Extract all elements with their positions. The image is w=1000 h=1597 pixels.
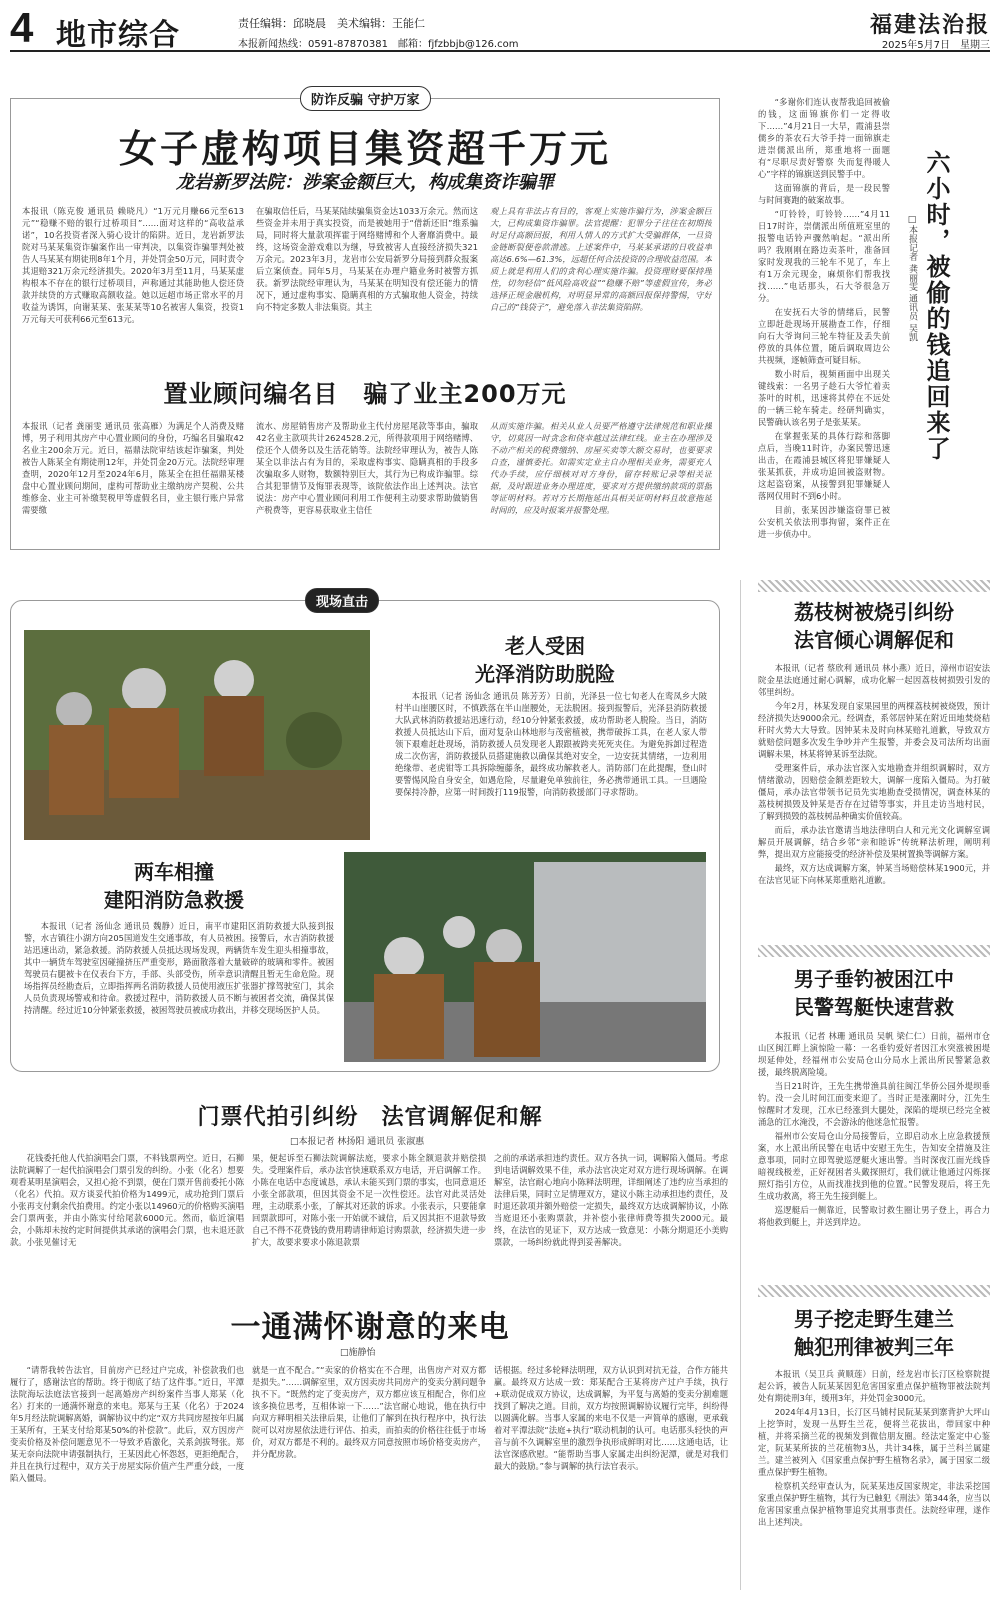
- story-a-text: 本报讯（记者 汤仙念 通讯员 陈芳芳）日前，光泽县一位七旬老人在鸾凤乡大陂村半山崖腰区时，不慎跌落在半山崖腰处，无法脱困。接到报警后，光泽县消防救援大队武林消防救援站迅速行动，经10分钟紧张救援，成功帮助老人脱险。当日，消防救援人员抵达山下后，面对复杂山林地形与茂密植被，携带破拆工具，在老人家人带领下艰难赶赴现场，消防救援人员发现老人跟跟被跨夹死死夹住。为避免拆卸过程造成二次伤害，消防救援队员搭建施救以确保其绝对安全，一边安抚其情绪，一边利用绝缘带、老虎钳等工具拆除缠藤条，最终成功解救老人。消防部门在此提醒，登山时要警惕风险自身安全，如遇危险，尽量避免单独前往，务必携带通讯工具。一旦遇险要保持冷静，应第一时间拨打119报警，向消防救援部门寻求帮助。: [395, 691, 707, 797]
- litchi-title: 荔枝树被烧引纠纷 法官倾心调解促和: [794, 600, 954, 652]
- truck-rescue-photo: [344, 852, 706, 1062]
- tickets-title: 门票代拍引纠纷 法官调解促和解: [197, 1105, 543, 1130]
- column-rule: [740, 580, 741, 1590]
- story1-col-3: 观上具有非法占有目的，客观上实施诈骗行为，涉案金额巨大，已构成集资诈骗罪。法官提醒：犯罪分子往往在初期按时足付高额回报，利用人情人的方式扩大受骗群体，一旦资金链断裂便卷款潜逃。上述案件中，马某某承诺的日收益率高达6.6%—61.3%，远超任何合法投资的合理收益范围。本质上就是利用人们的贪利心理实施诈骗。投资理财要保持理性，切勿轻信“低风险高收益”“稳赚不赔”等虚假宣传，务必选择正规金融机构，对明显异常的高额回报保持警惕，守好自己的“钱袋子”，避免落入非法集资陷阱。: [490, 206, 712, 312]
- section-title: 地市综合: [56, 18, 180, 53]
- story1-subtitle: 龙岩新罗法院：涉案金额巨大，构成集资诈骗罪: [176, 172, 554, 193]
- contact-line: 本报新闻热线：0591-87870381 邮箱：fjfzbbjb@126.com: [238, 39, 519, 50]
- orchid-paragraph: 2024年4月13日，长汀区马铺村民阮某某到寨背护大坪山上挖笋时，发现一丛野生兰花，便将兰花拔出，带回家中种植，并将采摘兰花的视频发到微信朋友圈。经法定鉴定中心鉴定，阮某某所拔的兰花植物3丛，共计34株，属于兰科兰属建兰。建兰被列入《国家重点保护野生植物名录》，属于国家二级重点保护野生植物。: [758, 1407, 990, 1477]
- story1-title: 女子虚构项目集资超千万元: [118, 127, 611, 171]
- scene-badge: 现场直击: [305, 588, 379, 613]
- thanks-col-2: 就是一直不配合。”“卖家的价格实在不合理，出售房产对双方都是损失。”……调解室里，双方因卖房共同房产的变卖分割问题争执不下。“既然约定了变卖房产，双方都应该互相配合，你们应该多换位思考，互相体谅一下……”法官耐心地说，他在执行中向双方释明相关法律后果，让他们了解到在执行程序中，执行法院可以对房屋依法进行评估、拍卖，而拍卖的价格往往低于市场价，对双方都是不利的。最终双方同意按照市场价格变卖房产，并分配房款。: [252, 1365, 486, 1459]
- fisherman-body: [758, 1030, 990, 1270]
- litchi-paragraph: 今年2月，林某发现自家果园里的两棵荔枝树被烧毁，预计经济损失达9000余元。经调查，系邻居钟某在附近田地焚烧秸秆时火势大大导致。因钟某未及时向林某赔礼道歉，导致双方就赔偿问题多次发生争吵并产生报警，并委会及司法所均出面调解未果，林某将钟某诉至法院。: [758, 701, 990, 759]
- anti-fraud-badge: 防诈反骗 守护万家: [300, 86, 431, 111]
- sidebar-paragraph: “多谢你们连认夜帮我追回被偷的钱，这面锦旗你们一定得收下……”4月21日一大早，霞浦县崇儒乡的茶农石大爷手持一面锦旗走进崇儒派出所，郑重地将一面题有“尽职尽责好警察 失而复得暖人心”字样的锦旗送到民警手中。: [758, 97, 890, 179]
- tickets-byline: □本报记者 林扬阳 通讯员 张淑惠: [290, 1137, 425, 1147]
- divider-hatch: [758, 580, 990, 592]
- issue-date: 2025年5月7日 星期三: [881, 40, 990, 51]
- thanks-byline: □施静怡: [340, 1348, 376, 1358]
- orchid-paragraph: 检察机关经审查认为，阮某某违反国家规定，非法采挖国家重点保护野生植物，其行为已触犯《刑法》第344条，应当以危害国家重点保护植物罪追究其刑事责任。法院经审理，遂作出上述判决。: [758, 1481, 990, 1527]
- sidebar-story-body: [758, 96, 890, 556]
- newspaper-logo: 福建法治报: [869, 12, 990, 38]
- orchid-body: [758, 1368, 990, 1590]
- story-b-title: 两车相撞 建阳消防急救援: [104, 860, 244, 912]
- story2-col-1: 本报讯（记者 龚丽雯 通讯员 张高雁）为满足个人消费及赌博，男子利用其房产中心置业顾问的身份，巧编名目骗取42名业主200余万元。近日，福鼎法院审结该起诈骗案，判处被告人陈某全有期徒刑12年，并处罚金20万元。法院经审理查明，2020年12月至2024年6月，陈某全在担任福鼎某楼盘中心置业顾问期间，虚构可帮助业主缴纳房产契税、公共维修金、业主可补缴契税甲等虚假名目，业主银行账户异常需要缴: [22, 421, 244, 515]
- story1-col-2: 在骗取信任后，马某某陆续骗集资金达1033万余元。然而这些资金并未用于真实投资，而是被她用于“借新还旧”维系骗局，同时将大量款项挥霍于网络赌博和个人奢靡消费中。最终，这场资金游戏难以为继，导致被害人直接经济损失321万余元。2023年3月，龙岩市公安局新罗分局接到群众报案后立案侦查。同年5月，马某某在办理户籍业务时被警方抓获。新罗法院经审理认为，马某某在明知没有偿还能力的情况下，通过虚构事实、隐瞒真相的方式骗取他人资金，持续向不特定多数人非法集资。其主: [256, 206, 478, 312]
- page-number: 4: [10, 4, 34, 51]
- sidebar-paragraph: 数小时后，视频画面中出现关键线索：一名男子趁石大爷忙着卖茶叶的时机，迅速将其停在不远处的一辆三轮车骑走。经研判确实，民警确认该名男子是张某某。: [758, 369, 890, 427]
- fisherman-paragraph: 巡逻艇后一侧靠近，民警取讨救生圈让男子登上，再合力将他救到艇上，并送到岸边。: [758, 1205, 990, 1227]
- page-header: [10, 6, 990, 52]
- litchi-paragraph: 而后，承办法官邀请当地法律明白人和元光文化调解室调解员开展调解，结合乡邻“亲和睦诉”传统释法析理，阐明利弊，提出双方应能接受的经济补偿及果树置换等调解方案。: [758, 825, 990, 859]
- sidebar-paragraph: “叮铃铃，叮铃铃……”4月11日17时许，崇儒派出所值班室里的报警电话铃声骤然响起。“派出所吗？我刚刚在路边卖茶叶，准备回家时发现我的三轮车不见了，车上有1万余元现金，麻烦你们帮我找找……”电话那头，石大爷很急万分。: [758, 209, 890, 303]
- fisherman-paragraph: 当日21时许，王先生携带渔具前往闽江华侨公园外堤坝垂钓。没一会儿时间江面变来迎了。当时正是涨潮时分，江先生惊醒时才发现，江水已经涨到大腿处，深陷的堤坝已经完全被涌急的江水淹没，不会游泳的他迷急忙报警。: [758, 1081, 990, 1127]
- thanks-col-3: 话根据。经过多轮释法明理，双方认识到对抗无益，合作方能共赢。最终双方达成一致：郑某配合王某将房产过户手续，执行+联动促成双方协议，达成调解，为平复与离婚的变卖分割难题找到了解决之道。目前，双方均按照调解协议履行完毕，纠纷得以圆满化解。当事人家属的来电不仅是一声简单的感谢，更承载着对平潭法院“法庭+执行”联动机制的认可。电话那头轻快的声音与前不久调解室里的激烈争执形成鲜明对比……这通电话，让法官深感欣慰。“能帮助当事人家属走出纠纷泥潭，就是对我们最大的鼓励。”参与调解的执行法官表示。: [494, 1365, 728, 1471]
- tickets-col-1: 花钱委托他人代拍演唱会门票，不料钱票两空。近日，石狮法院调解了一起代拍演唱会门票引发的纠纷。小张（化名）想要观看某明星演唱会，又担心抢不到票，便在门票开售前委托小陈（化名）代拍。双方谈妥代拍价格为1499元，成功抢到门票后小张再支付剩余代拍费用。约定小张以14960元的价格购买演唱会门票两张，并由小陈实付给尾款6000元。然而，临近演唱会，小陈却未按约定时间提供其承诺的演唱会门票，也未退还款款。小张见催讨无: [10, 1153, 244, 1247]
- editors-line: 责任编辑：邱晓晨 美术编辑：王能仁: [238, 17, 425, 30]
- thanks-title: 一通满怀谢意的来电: [230, 1310, 510, 1345]
- tickets-col-2: 果，便起诉至石狮法院调解法庭，要求小陈全额退款并赔偿损失。受理案件后，承办法官快速联系双方电话，开启调解工作。小陈在电话中态度诚恳，承认未能买到门票的事实，也同意退还小张全部款项，但因其资金不足一次性偿还。法官对此灵活处理，主动联系小张，了解其对还款的诉求。小张表示，只要能拿回票款即可，对陈小张一开始就不诚信，后又因其拒不退款导致自己不得不花费钱的费用聘请律师追讨购票款，经济损失进一步扩大，故要求要求小陈退款票: [252, 1153, 486, 1247]
- story2-col-3: 从而实施诈骗。相关从业人员要严格遵守法律规范和职业操守，切莫因一时贪念和侥幸越过法律红线。业主在办理涉及不动产相关的税费缴纳、房屋买卖等大额交易时，也要要求自查，谨慎委托。如需实定业主自办理相关业务，需要充人代办手续，应仔细核对对方身份，留存转账记录等相关证据，及时跟进业务办理进度，要求对方提供缴纳款项的票据等证明材料。若对方长期拖延出具相关证明材料且故意拖延时间的，应及时报案并报警处理。: [490, 421, 712, 515]
- sidebar-paragraph: 在掌握张某的具体行踪和落脚点后，当晚11时许，办案民警迅速出击，在霞浦县城区将犯罪嫌疑人张某抓获，并成功追回被盗财物。这起盗窃案，从接警到犯罪嫌疑人落网仅用时不到6小时。: [758, 431, 890, 501]
- sidebar-story-byline: □本报记者 龚丽雯 通讯员 吴凯: [907, 215, 917, 342]
- story-b-text: 本报讯（记者 汤仙念 通讯员 魏静）近日，南平市建阳区消防救援大队接到报警，水吉镇往小湖方向205国道发生交通事故，有人员被困。接警后，水吉消防救援站迅速出动，紧急救援。消防救援人员抵达现场发现，两辆货车发生迎头相撞事故，其中一辆货车驾驶室因碰撞挤压严重变形，路面散落着大量破碎的玻璃和零件。被困驾驶员右腿被卡在仪表台下方，手部、头部受伤，所幸意识清醒且暂无生命危险。现场指挥员经勘查后，立即指挥两名消防救援人员使用液压扩张器扩撑驾驶室门，其余人员负责现场警戒和待命。救援过程中，消防救援人员不断与被困者交流，确保其保持清醒。经过近10分钟紧张救援，被困驾驶员被成功救出，并移交现场医护人员。: [24, 921, 334, 1015]
- story-a-title: 老人受困 光泽消防助脱险: [475, 634, 615, 686]
- tickets-col-3: 之前的承诺承担违约责任。双方各执一词，调解陷入僵局。考虑到电话调解效果不佳，承办法官决定对双方进行现场调解。在调解室，法官耐心地向小陈释法明理，详细阐述了违约应当承担的法律后果，同时立足情理双方，建议小陈主动承担违约责任，及时退还款项并额外赔偿一定损失，最终双方达成调解协议，小陈当庭退还小张购票款，并补偿小张律师费等损失2000元。最终，在法官的见证下，双方达成一致意见：小陈分期退还小美购票款，一场纠纷就此得到妥善解决。: [494, 1153, 728, 1247]
- fisherman-paragraph: 福州市公安局仓山分局接警后，立即启动水上应急救援预案，水上派出所民警在电话中安慰王先生，告知安全措施及注意事项，同时立即驾驶巡逻艇火速出警。当时深夜江面光线昏暗视线极差，正好视困者头戴探照灯，我们就让他通过闪烁探照灯指引方位，从而找准找到他的位置。”民警发现后，将王先生成功救离，将王先生接到艇上。: [758, 1131, 990, 1201]
- litchi-paragraph: 最终，双方达成调解方案，钟某当场赔偿林某1900元，并在法官见证下向林某郑重赔礼道歉。: [758, 863, 990, 885]
- divider-hatch: [758, 1285, 990, 1297]
- story2-title: 置业顾问编名目 骗了业主200万元: [163, 380, 567, 408]
- orchid-paragraph: 本报讯（吴卫兵 黄顺莲）日前，经龙岩市长汀区检察院提起公诉，被告人阮某某因犯危害国家重点保护植物罪被法院判处有期徒刑3年，缓刑3年，并处罚金3000元。: [758, 1369, 990, 1403]
- fisherman-paragraph: 本报讯（记者 林珊 通讯员 吴帆 梁仁仁）日前，福州市仓山区闽江畔上演惊险一幕：一名垂钓爱好者因江水突涨被困堤坝延伸处，经福州市公安局仓山分局水上派出所民警紧急救援，最终脱离险境。: [758, 1031, 990, 1077]
- story1-col-1: 本报讯（陈克俊 通讯员 赖晓凡）“1万元月赚66元至613元”“稳赚不赔的银行过桥项目”……面对这样的“高收益承诺”，10名投资者深入骑心设计的陷阱。近日，龙岩新罗法院对马某某集资诈骗案作出一审判决，以集资诈骗罪判处被告人马某某有期徒刑8年1个月，并处罚金50万元，同时责令其退赔321万余元经济损失。2020年3月至11月，马某某虚构根本不存在的银行过桥项目，声称通过其能助他人偿还贷款并续贷的方式赚取高额收益。她以远超市场正常水平的月收益为诱饵，向谢某某、张某某等10名被害人集资，投资1万元每天可获利66元至613元。: [22, 206, 244, 324]
- divider-hatch: [758, 945, 990, 957]
- sidebar-paragraph: 这面锦旗的背后，是一段民警与时间赛跑的破案故事。: [758, 183, 890, 205]
- sidebar-paragraph: 在安抚石大爷的情绪后，民警立即赶赴现场开展勘查工作，仔细向石大爷询问三轮车特征及丢失前停放的具体位置，随后调取周边公共视频，逐帧筛查可疑目标。: [758, 307, 890, 365]
- litchi-paragraph: 本报讯（记者 蔡欣利 通讯员 林小燕）近日，漳州市诏安法院金星法庭通过耐心调解，成功化解一起因荔枝树损毁引发的邻里纠纷。: [758, 663, 990, 697]
- mountain-rescue-photo: [24, 630, 370, 840]
- fisherman-title: 男子垂钓被困江中 民警驾艇快速营救: [794, 967, 954, 1019]
- orchid-title: 男子挖走野生建兰 触犯刑律被判三年: [794, 1307, 954, 1359]
- litchi-body: [758, 662, 990, 930]
- sidebar-paragraph: 目前，张某因涉嫌盗窃罪已被公安机关依法刑事拘留，案件正在进一步侦办中。: [758, 505, 890, 539]
- litchi-paragraph: 受理案件后，承办法官深入实地勘查并组织调解时，双方情绪激动，因赔偿金额差距较大，调解一度陷入僵局。为打破僵局，承办法官带领书记员先实地勘查受损情况，调查林某的荔枝树损毁及钟某是否存在过错等事实，并且走访当地村民，了解到损毁的荔枝树品种确实价值较高。: [758, 763, 990, 821]
- story2-col-2: 流水、房屋销售房产及帮助业主代付房屋尾款等事由，骗取42名业主款项共计2624528.2元，所得款项用于网络赌博、偿还个人债务以及生活花销等。法院经审理认为，被告人陈某全以非法占有为目的，采取虚构事实、隐瞒真相的手段多次骗取多人财物，数额特别巨大，其行为已构成诈骗罪。综合其犯罪情节及悔罪表现等，该院依法作出上述判决。法官说法：房产中心置业顾问利用工作便利主动要求帮助做销售产税费等，更容易获取业主信任: [256, 421, 478, 515]
- thanks-col-1: “请帮我转告法官，目前房产已经过户完成，补偿款我们也履行了，感谢法官的帮助。终于彻底了结了这件事。”近日，平潭法院海坛法庭法官接到一起离婚房产纠纷案件当事人郑某（化名）打来的一通满怀谢意的来电。郑某与王某（化名）于2024年5月经法院调解离婚，调解协议中约定“双方共同房屋按年归属王某所有，王某支付给郑某50%的补偿款”。此后，双方因房产变卖价格及补偿问题意见不一导致矛盾激化，关系剑拔弩张。郑某无奈向法院申请强制执行，王某因此心怀怨怒，更拒绝配合，并且在执行过程中，双方关于房屋实际价值产生严重分歧，一度陷入僵局。: [10, 1365, 244, 1483]
- sidebar-story-title: 六小时，被偷的钱追回来了: [922, 150, 950, 462]
